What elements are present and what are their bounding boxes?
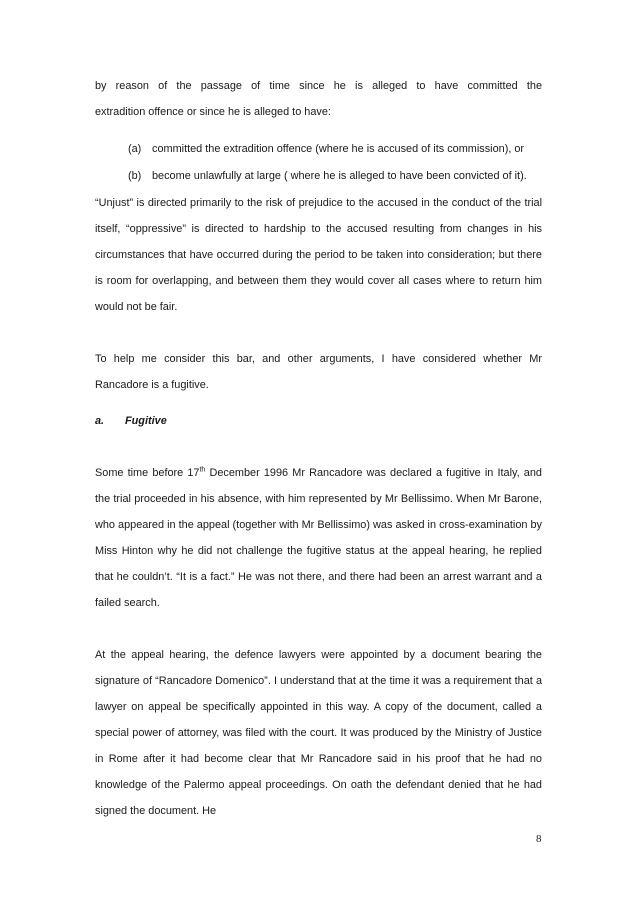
statute-list <box>95 140 542 185</box>
list-item-label: (b) <box>128 170 142 182</box>
list-item-text: committed the extradition offence (where he is accused of its commission), or <box>152 143 525 155</box>
section-heading <box>95 408 542 434</box>
section-heading-text: Fugitive <box>125 415 167 427</box>
list-item-label: (a) <box>128 143 142 155</box>
paragraph-fugitive: Some time before 17th December 1996 Mr Rancadore was declared a fugitive in Italy, and the trial proceeded in his absence, with him represented by Mr Bellissimo. When Mr Barone, who appeared in the appeal (together with Mr Bellissimo) was asked in cross-examination by Miss Hinton why he did not challenge the fugitive status at the appeal hearing, he replied that he couldn’t. “It is a fact.” He was not there, and there had been an arrest warrant and a failed search. <box>95 466 542 609</box>
paragraph-unjust: “Unjust” is directed primarily to the risk of prejudice to the accused in the conduct of the trial itself, “oppressive” is directed to hardship to the accused resulting from changes in his circumstances that have occurred during the period to be taken into consideration; but there is room for overlapping, and between them they would cover all cases where to return him would not be fair. <box>95 197 542 313</box>
page-number: 8 <box>536 833 542 845</box>
list-item <box>95 167 542 185</box>
paragraph-appeal: At the appeal hearing, the defence lawyers were appointed by a document bearing the signature of “Rancadore Domenico”. I understand that at the time it was a requirement that a lawyer on appeal be specifically appointed in this way. A copy of the document, called a special power of attorney, was filed with the court. It was produced by the Ministry of Justice in Rome after it had become clear that Mr Rancadore said in his proof that he had no knowledge of the Palermo appeal proceedings. On oath the defendant denied that he had signed the document. He <box>95 649 542 817</box>
list-item <box>95 140 542 158</box>
paragraph-intro-line-2: extradition offence or since he is alleged to have: <box>95 106 331 118</box>
list-item-text: become unlawfully at large ( where he is alleged to have been convicted of it). <box>152 170 527 182</box>
paragraph-help: To help me consider this bar, and other arguments, I have considered whether Mr Rancadore is a fugitive. <box>95 353 542 391</box>
section-heading-label: a. <box>95 415 105 427</box>
paragraph-intro-line-1: by reason of the passage of time since he is alleged to have committed the <box>95 80 542 92</box>
document-body <box>95 73 542 824</box>
